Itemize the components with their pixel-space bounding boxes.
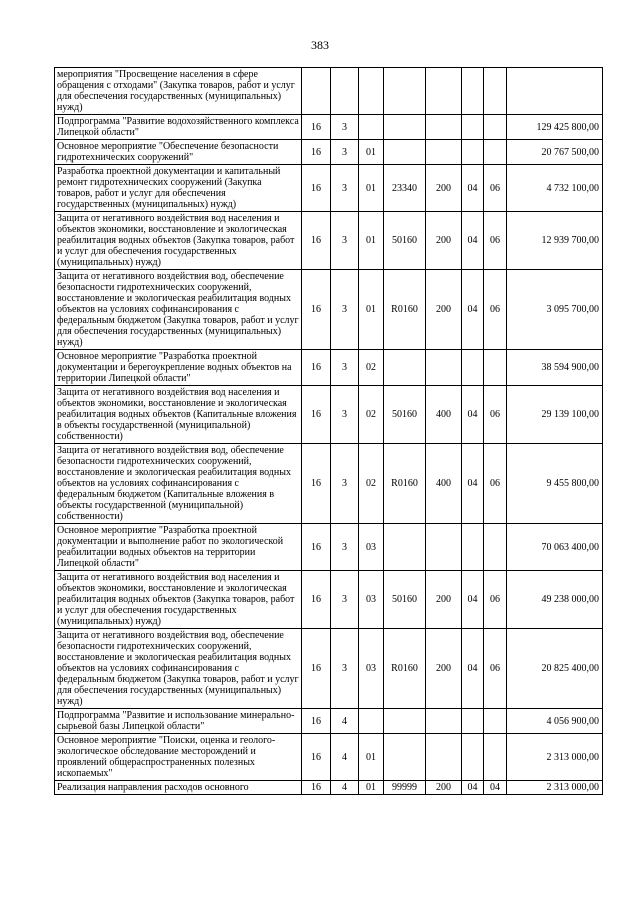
cell-expense-type: 200 (426, 571, 462, 629)
cell-amount: 129 425 800,00 (507, 115, 603, 140)
table-row (55, 68, 603, 115)
cell-subsection-code (484, 68, 507, 115)
cell-event-code: 03 (359, 571, 384, 629)
table-row (55, 709, 603, 734)
cell-program-code: 3 (331, 444, 359, 524)
table-row (55, 115, 603, 140)
cell-item-name: Реализация направления расходов основного (55, 781, 302, 795)
table-row (55, 350, 603, 386)
cell-item-name: Защита от негативного воздействия вод, обеспечение безопасности гидротехнических сооружений, восстановление и экологическая реабилитация водных объектов на условиях софинансирования с федеральным бюджетом (Закупка товаров, работ и услуг для обеспечения государственных (муниципальных) нужд) (55, 629, 302, 709)
cell-section-code (462, 115, 484, 140)
cell-item-name: Защита от негативного воздействия вод, обеспечение безопасности гидротехнических сооружений, восстановление и экологическая реабилитация водных объектов на условиях софинансирования с федеральным бюджетом (Капитальные вложения в объекты государственной (муниципальной) собственности) (55, 444, 302, 524)
cell-section-code: 04 (462, 212, 484, 270)
cell-direction-code: 23340 (384, 165, 426, 212)
cell-direction-code: R0160 (384, 444, 426, 524)
cell-subsection-code (484, 524, 507, 571)
cell-section-code (462, 140, 484, 165)
cell-event-code (359, 709, 384, 734)
cell-amount: 20 825 400,00 (507, 629, 603, 709)
cell-subsection-code: 06 (484, 270, 507, 350)
cell-ministry-code: 16 (302, 386, 331, 444)
cell-program-code: 4 (331, 781, 359, 795)
cell-ministry-code: 16 (302, 709, 331, 734)
cell-direction-code (384, 350, 426, 386)
cell-ministry-code: 16 (302, 781, 331, 795)
cell-direction-code (384, 734, 426, 781)
cell-ministry-code: 16 (302, 629, 331, 709)
cell-direction-code: 99999 (384, 781, 426, 795)
cell-event-code: 01 (359, 212, 384, 270)
cell-ministry-code: 16 (302, 270, 331, 350)
cell-expense-type (426, 709, 462, 734)
cell-subsection-code (484, 115, 507, 140)
cell-expense-type (426, 68, 462, 115)
cell-program-code: 3 (331, 629, 359, 709)
cell-direction-code: R0160 (384, 270, 426, 350)
cell-direction-code: 50160 (384, 386, 426, 444)
cell-program-code (331, 68, 359, 115)
cell-amount: 12 939 700,00 (507, 212, 603, 270)
cell-subsection-code: 06 (484, 444, 507, 524)
cell-section-code (462, 350, 484, 386)
cell-ministry-code: 16 (302, 734, 331, 781)
cell-program-code: 3 (331, 212, 359, 270)
cell-expense-type: 200 (426, 270, 462, 350)
cell-section-code: 04 (462, 781, 484, 795)
cell-ministry-code: 16 (302, 571, 331, 629)
cell-expense-type (426, 140, 462, 165)
budget-table (54, 67, 603, 795)
cell-section-code: 04 (462, 165, 484, 212)
cell-ministry-code: 16 (302, 165, 331, 212)
cell-item-name: Защита от негативного воздействия вод, обеспечение безопасности гидротехнических сооружений, восстановление и экологическая реабилитация водных объектов на условиях софинансирования с федеральным бюджетом (Закупка товаров, работ и услуг для обеспечения государственных (муниципальных) нужд) (55, 270, 302, 350)
cell-section-code: 04 (462, 444, 484, 524)
table-row (55, 629, 603, 709)
cell-subsection-code: 06 (484, 386, 507, 444)
cell-item-name: Основное мероприятие "Разработка проектной документации и выполнение работ по экологической реабилитации водных объектов на территории Липецкой области" (55, 524, 302, 571)
cell-amount: 4 056 900,00 (507, 709, 603, 734)
table-row (55, 734, 603, 781)
cell-event-code: 02 (359, 386, 384, 444)
cell-expense-type: 400 (426, 444, 462, 524)
cell-program-code: 3 (331, 165, 359, 212)
cell-expense-type: 200 (426, 629, 462, 709)
table-row (55, 386, 603, 444)
cell-item-name: Основное мероприятие "Поиски, оценка и геолого-экологическое обследование месторождений и проявлений общераспространенных полезных ископаемых" (55, 734, 302, 781)
cell-direction-code: 50160 (384, 212, 426, 270)
cell-event-code: 01 (359, 165, 384, 212)
cell-program-code: 3 (331, 386, 359, 444)
cell-expense-type: 200 (426, 165, 462, 212)
cell-expense-type (426, 734, 462, 781)
cell-item-name: Разработка проектной документации и капитальный ремонт гидротехнических сооружений (Закупка товаров, работ и услуг для обеспечения государственных (муниципальных) нужд) (55, 165, 302, 212)
cell-expense-type: 400 (426, 386, 462, 444)
cell-expense-type: 200 (426, 212, 462, 270)
cell-item-name: Основное мероприятие "Обеспечение безопасности гидротехнических сооружений" (55, 140, 302, 165)
cell-item-name: Подпрограмма "Развитие и использование минерально-сырьевой базы Липецкой области" (55, 709, 302, 734)
cell-amount (507, 68, 603, 115)
cell-amount: 20 767 500,00 (507, 140, 603, 165)
cell-item-name: Основное мероприятие "Разработка проектной документации и берегоукрепление водных объектов на территории Липецкой области" (55, 350, 302, 386)
cell-section-code: 04 (462, 386, 484, 444)
cell-event-code: 02 (359, 350, 384, 386)
cell-item-name: мероприятия "Просвещение населения в сфере обращения с отходами" (Закупка товаров, работ и услуг для обеспечения государственных (муниципальных) нужд) (55, 68, 302, 115)
cell-amount: 70 063 400,00 (507, 524, 603, 571)
cell-section-code (462, 524, 484, 571)
cell-subsection-code: 06 (484, 571, 507, 629)
cell-amount: 2 313 000,00 (507, 734, 603, 781)
cell-subsection-code: 04 (484, 781, 507, 795)
table-row (55, 524, 603, 571)
cell-event-code: 02 (359, 444, 384, 524)
cell-section-code: 04 (462, 629, 484, 709)
table-row (55, 212, 603, 270)
cell-ministry-code: 16 (302, 140, 331, 165)
cell-program-code: 3 (331, 140, 359, 165)
cell-subsection-code (484, 350, 507, 386)
cell-expense-type (426, 115, 462, 140)
cell-section-code: 04 (462, 270, 484, 350)
cell-subsection-code: 06 (484, 212, 507, 270)
cell-event-code (359, 115, 384, 140)
page-number: 383 (311, 38, 329, 52)
cell-event-code: 03 (359, 629, 384, 709)
cell-section-code (462, 68, 484, 115)
cell-subsection-code (484, 140, 507, 165)
cell-program-code: 3 (331, 524, 359, 571)
table-row (55, 444, 603, 524)
cell-subsection-code: 06 (484, 629, 507, 709)
cell-direction-code (384, 140, 426, 165)
table-row (55, 781, 603, 795)
cell-expense-type (426, 524, 462, 571)
cell-program-code: 3 (331, 571, 359, 629)
cell-event-code: 01 (359, 781, 384, 795)
cell-amount: 49 238 000,00 (507, 571, 603, 629)
cell-direction-code: R0160 (384, 629, 426, 709)
cell-amount: 4 732 100,00 (507, 165, 603, 212)
cell-amount: 2 313 000,00 (507, 781, 603, 795)
cell-section-code (462, 709, 484, 734)
cell-program-code: 4 (331, 734, 359, 781)
cell-amount: 38 594 900,00 (507, 350, 603, 386)
cell-subsection-code: 06 (484, 165, 507, 212)
cell-event-code: 03 (359, 524, 384, 571)
cell-ministry-code: 16 (302, 444, 331, 524)
cell-amount: 9 455 800,00 (507, 444, 603, 524)
cell-event-code: 01 (359, 734, 384, 781)
cell-direction-code: 50160 (384, 571, 426, 629)
cell-item-name: Защита от негативного воздействия вод населения и объектов экономики, восстановление и экологическая реабилитация водных объектов (Закупка товаров, работ и услуг для обеспечения государственных (муниципальных) нужд) (55, 212, 302, 270)
cell-expense-type (426, 350, 462, 386)
cell-expense-type: 200 (426, 781, 462, 795)
cell-direction-code (384, 68, 426, 115)
table-row (55, 571, 603, 629)
cell-amount: 29 139 100,00 (507, 386, 603, 444)
table-row (55, 270, 603, 350)
cell-item-name: Защита от негативного воздействия вод населения и объектов экономики, восстановление и экологическая реабилитация водных объектов (Капитальные вложения в объекты государственной (муниципальной) собственности) (55, 386, 302, 444)
cell-item-name: Подпрограмма "Развитие водохозяйственного комплекса Липецкой области" (55, 115, 302, 140)
cell-program-code: 4 (331, 709, 359, 734)
cell-subsection-code (484, 709, 507, 734)
cell-program-code: 3 (331, 270, 359, 350)
cell-direction-code (384, 709, 426, 734)
cell-ministry-code: 16 (302, 115, 331, 140)
cell-item-name: Защита от негативного воздействия вод населения и объектов экономики, восстановление и экологическая реабилитация водных объектов (Закупка товаров, работ и услуг для обеспечения государственных (муниципальных) нужд) (55, 571, 302, 629)
cell-program-code: 3 (331, 115, 359, 140)
table-row (55, 140, 603, 165)
cell-subsection-code (484, 734, 507, 781)
cell-event-code: 01 (359, 270, 384, 350)
cell-direction-code (384, 524, 426, 571)
cell-ministry-code: 16 (302, 524, 331, 571)
cell-section-code: 04 (462, 571, 484, 629)
cell-ministry-code: 16 (302, 212, 331, 270)
cell-event-code (359, 68, 384, 115)
cell-event-code: 01 (359, 140, 384, 165)
table-body (55, 68, 603, 795)
cell-direction-code (384, 115, 426, 140)
cell-section-code (462, 734, 484, 781)
cell-ministry-code (302, 68, 331, 115)
cell-program-code: 3 (331, 350, 359, 386)
cell-amount: 3 095 700,00 (507, 270, 603, 350)
table-row (55, 165, 603, 212)
cell-ministry-code: 16 (302, 350, 331, 386)
